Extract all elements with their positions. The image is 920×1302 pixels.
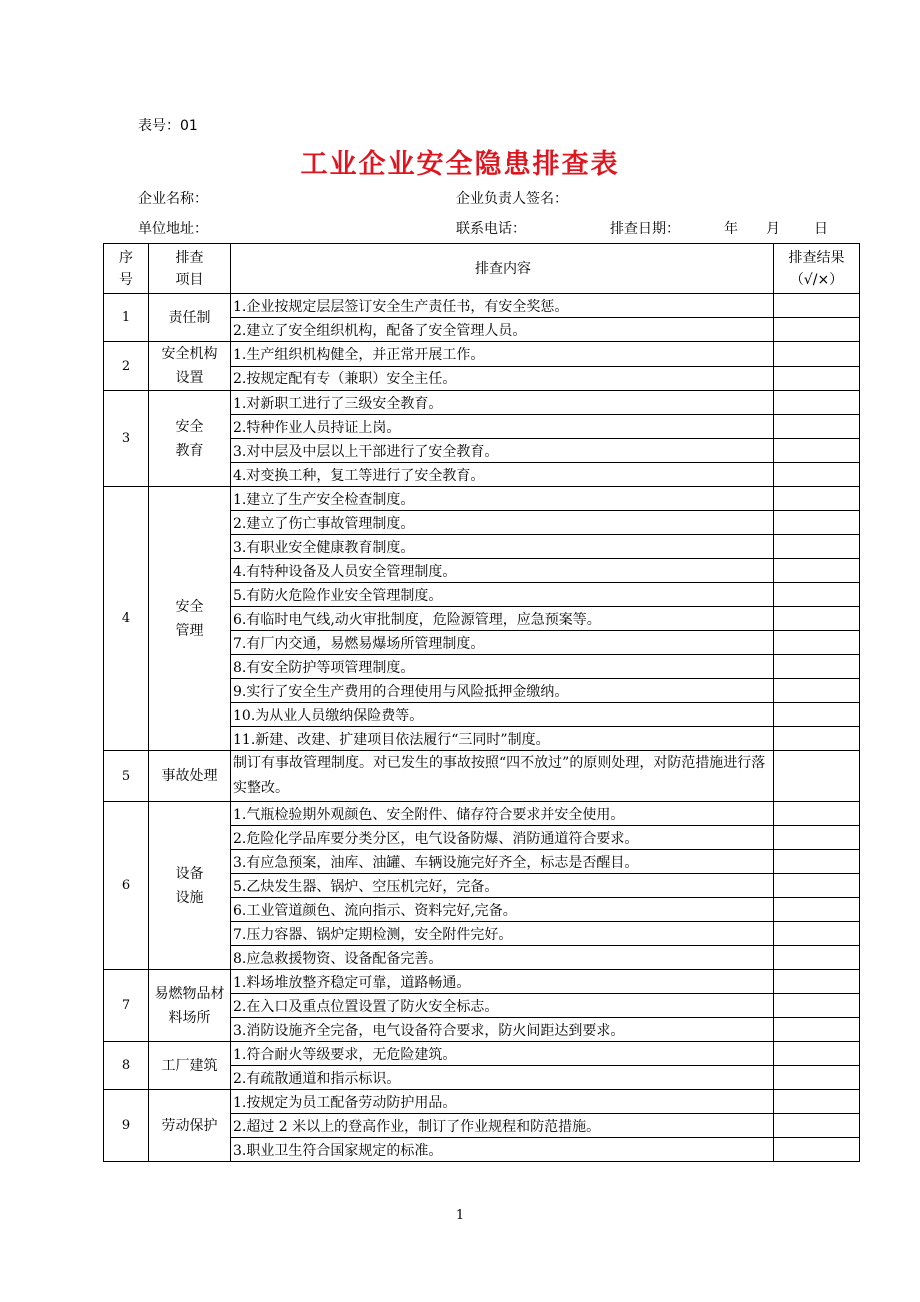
section-number: 5 [104,751,149,802]
inspection-content: 3.消防设施齐全完备，电气设备符合要求，防火间距达到要求。 [231,1018,774,1042]
result-cell[interactable] [774,946,860,970]
result-cell[interactable] [774,679,860,703]
header-result: 排查结果（√/×） [774,244,860,294]
inspection-content: 1.符合耐火等级要求，无危险建筑。 [231,1042,774,1066]
section-item: 安全管理 [149,487,231,751]
result-cell[interactable] [774,535,860,559]
inspection-table [103,243,860,1162]
inspection-content: 2.按规定配有专（兼职）安全主任。 [231,366,774,391]
section-number: 1 [104,294,149,342]
inspection-content: 10.为从业人员缴纳保险费等。 [231,703,774,727]
result-cell[interactable] [774,922,860,946]
result-cell[interactable] [774,655,860,679]
result-cell[interactable] [774,583,860,607]
result-cell[interactable] [774,970,860,994]
table-row [104,294,860,318]
header-no: 序号 [104,244,149,294]
result-cell[interactable] [774,294,860,318]
company-name-label: 企业名称： [138,191,208,207]
inspection-content: 8.有安全防护等项管理制度。 [231,655,774,679]
result-cell[interactable] [774,826,860,850]
result-cell[interactable] [774,607,860,631]
inspection-content: 1.气瓶检验期外观颜色、安全附件、储存符合要求并安全使用。 [231,802,774,826]
inspection-content: 3.有职业安全健康教育制度。 [231,535,774,559]
page-number: 1 [455,1208,465,1223]
inspection-content: 1.生产组织机构健全，并正常开展工作。 [231,342,774,367]
date-year: 年 [724,221,738,237]
section-number: 9 [104,1090,149,1162]
result-cell[interactable] [774,727,860,751]
section-item: 易燃物品材料场所 [149,970,231,1042]
inspection-content: 8.应急救援物资、设备配备完善。 [231,946,774,970]
inspection-content: 2.在入口及重点位置设置了防火安全标志。 [231,994,774,1018]
inspection-content: 1.料场堆放整齐稳定可靠，道路畅通。 [231,970,774,994]
inspection-content: 7.有厂内交通，易燃易爆场所管理制度。 [231,631,774,655]
table-row [104,1090,860,1114]
result-cell[interactable] [774,1138,860,1162]
address-label: 单位地址： [138,221,208,237]
header-content: 排查内容 [231,244,774,294]
inspection-content: 4.有特种设备及人员安全管理制度。 [231,559,774,583]
leader-sign-label: 企业负责人签名： [456,191,568,207]
result-cell[interactable] [774,994,860,1018]
result-cell[interactable] [774,463,860,487]
date-month: 月 [766,221,780,237]
inspection-content: 1.企业按规定层层签订安全生产责任书，有安全奖惩。 [231,294,774,318]
table-row [104,751,860,802]
table-row [104,487,860,511]
section-item: 安全机构设置 [149,342,231,391]
result-cell[interactable] [774,1018,860,1042]
result-cell[interactable] [774,1090,860,1114]
table-row [104,391,860,415]
section-number: 3 [104,391,149,487]
inspection-content: 2.有疏散通道和指示标识。 [231,1066,774,1090]
result-cell[interactable] [774,1114,860,1138]
page-title: 工业企业安全隐患排查表 [300,149,620,180]
result-cell[interactable] [774,439,860,463]
inspection-content: 6.工业管道颜色、流向指示、资料完好,完备。 [231,898,774,922]
inspection-content: 2.建立了安全组织机构，配备了安全管理人员。 [231,318,774,342]
result-cell[interactable] [774,391,860,415]
inspection-content: 7.压力容器、锅炉定期检测，安全附件完好。 [231,922,774,946]
section-item: 劳动保护 [149,1090,231,1162]
inspection-content: 11.新建、改建、扩建项目依法履行“三同时”制度。 [231,727,774,751]
result-cell[interactable] [774,559,860,583]
section-number: 4 [104,487,149,751]
section-number: 6 [104,802,149,970]
inspection-content: 3.职业卫生符合国家规定的标准。 [231,1138,774,1162]
result-cell[interactable] [774,1066,860,1090]
phone-label: 联系电话： [456,221,526,237]
inspection-content: 5.乙炔发生器、锅炉、空压机完好，完备。 [231,874,774,898]
inspection-content: 3.有应急预案，油库、油罐、车辆设施完好齐全，标志是否醒目。 [231,850,774,874]
section-item: 设备设施 [149,802,231,970]
result-cell[interactable] [774,874,860,898]
inspection-content: 制订有事故管理制度。对已发生的事故按照“四不放过”的原则处理，对防范措施进行落实整改。 [231,751,774,802]
result-cell[interactable] [774,631,860,655]
result-cell[interactable] [774,511,860,535]
result-cell[interactable] [774,1042,860,1066]
result-cell[interactable] [774,751,860,802]
section-item: 责任制 [149,294,231,342]
date-label: 排查日期： [610,221,680,237]
table-row [104,342,860,367]
section-number: 8 [104,1042,149,1090]
result-cell[interactable] [774,850,860,874]
result-cell[interactable] [774,366,860,391]
inspection-content: 2.超过 2 米以上的登高作业，制订了作业规程和防范措施。 [231,1114,774,1138]
inspection-content: 3.对中层及中层以上干部进行了安全教育。 [231,439,774,463]
section-item: 安全教育 [149,391,231,487]
result-cell[interactable] [774,415,860,439]
result-cell[interactable] [774,898,860,922]
inspection-content: 1.对新职工进行了三级安全教育。 [231,391,774,415]
section-item: 事故处理 [149,751,231,802]
result-cell[interactable] [774,318,860,342]
table-header-row [104,244,860,294]
inspection-content: 6.有临时电气线,动火审批制度，危险源管理，应急预案等。 [231,607,774,631]
section-number: 2 [104,342,149,391]
section-item: 工厂建筑 [149,1042,231,1090]
form-number: 表号：01 [138,118,198,134]
result-cell[interactable] [774,487,860,511]
result-cell[interactable] [774,703,860,727]
date-day: 日 [814,221,828,237]
result-cell[interactable] [774,802,860,826]
header-item: 排查项目 [149,244,231,294]
inspection-content: 2.特种作业人员持证上岗。 [231,415,774,439]
table-row [104,1042,860,1066]
inspection-content: 2.危险化学品库要分类分区，电气设备防爆、消防通道符合要求。 [231,826,774,850]
result-cell[interactable] [774,342,860,367]
inspection-content: 1.按规定为员工配备劳动防护用品。 [231,1090,774,1114]
inspection-content: 4.对变换工种，复工等进行了安全教育。 [231,463,774,487]
table-row [104,970,860,994]
section-number: 7 [104,970,149,1042]
table-row [104,802,860,826]
inspection-content: 9.实行了安全生产费用的合理使用与风险抵押金缴纳。 [231,679,774,703]
inspection-content: 1.建立了生产安全检查制度。 [231,487,774,511]
inspection-content: 2.建立了伤亡事故管理制度。 [231,511,774,535]
inspection-content: 5.有防火危险作业安全管理制度。 [231,583,774,607]
